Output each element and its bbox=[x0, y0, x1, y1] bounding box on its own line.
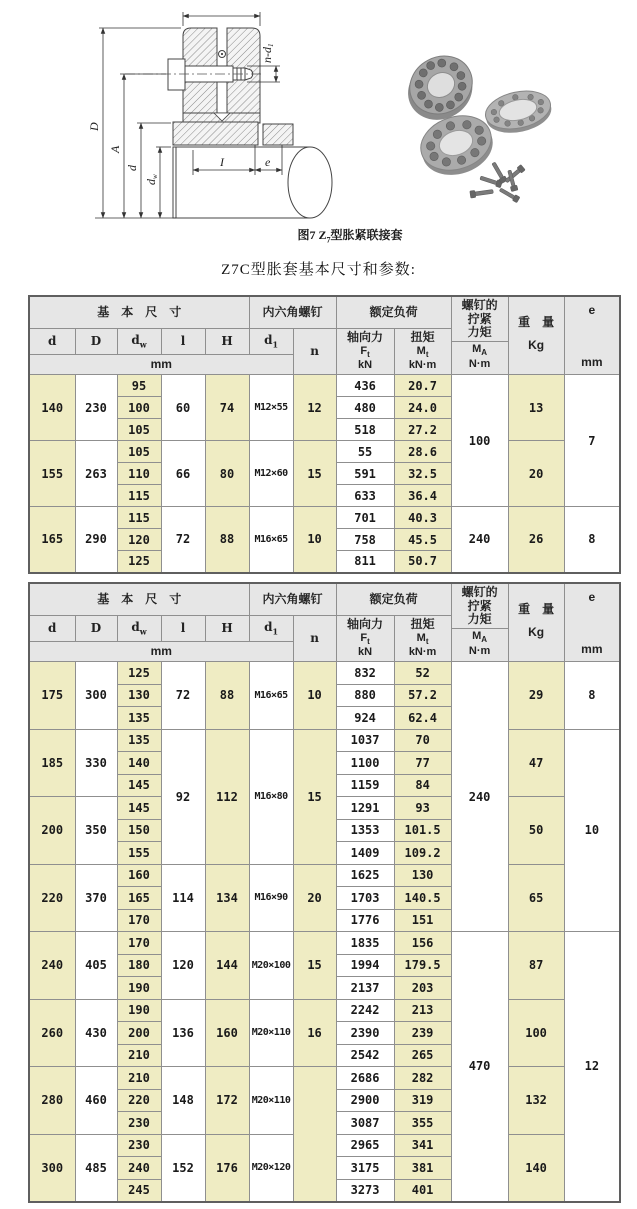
cell-D: 350 bbox=[75, 797, 117, 865]
cell-dw: 150 bbox=[117, 819, 161, 842]
cell-Mt: 140.5 bbox=[394, 887, 451, 910]
cell-Mt: 101.5 bbox=[394, 819, 451, 842]
cell-Ft: 880 bbox=[336, 684, 394, 707]
cell-Ft: 633 bbox=[336, 485, 394, 507]
cell-Mt: 401 bbox=[394, 1179, 451, 1202]
cell-d1: M20×120 bbox=[249, 1134, 293, 1202]
cell-dw: 95 bbox=[117, 375, 161, 397]
label-dw: dw bbox=[144, 174, 159, 185]
cell-dw: 155 bbox=[117, 842, 161, 865]
cell-dw: 240 bbox=[117, 1157, 161, 1180]
cell-l: 136 bbox=[161, 999, 205, 1067]
cell-Kg: 47 bbox=[508, 729, 564, 797]
cell-Kg: 132 bbox=[508, 1067, 564, 1135]
header-col-D: D bbox=[75, 615, 117, 642]
header-col-n: n bbox=[293, 328, 336, 375]
cell-dw: 115 bbox=[117, 507, 161, 529]
cell-l: 66 bbox=[161, 441, 205, 507]
header-weight: 重 量 Kg bbox=[508, 296, 564, 375]
cell-dw: 120 bbox=[117, 529, 161, 551]
cell-Ft: 1625 bbox=[336, 864, 394, 887]
header-torque: 扭矩 $M_t$ kN·m bbox=[394, 615, 451, 662]
cell-H: 144 bbox=[205, 932, 249, 1000]
cell-Mt: 40.3 bbox=[394, 507, 451, 529]
cell-D: 405 bbox=[75, 932, 117, 1000]
cell-n: 20 bbox=[293, 864, 336, 932]
cell-Ft: 3175 bbox=[336, 1157, 394, 1180]
cell-Mt: 84 bbox=[394, 774, 451, 797]
cell-l: 120 bbox=[161, 932, 205, 1000]
header-tightening-torque: 螺钉的 拧紧 力矩 $M_A$ N·m bbox=[451, 583, 508, 662]
cell-dw: 125 bbox=[117, 662, 161, 685]
cell-dw: 135 bbox=[117, 707, 161, 730]
locking-ring-right bbox=[482, 86, 555, 139]
cell-Ft: 811 bbox=[336, 551, 394, 573]
cell-dw: 165 bbox=[117, 887, 161, 910]
header-e: e mm bbox=[564, 296, 620, 375]
cell-d1: M20×100 bbox=[249, 932, 293, 1000]
cell-Mt: 109.2 bbox=[394, 842, 451, 865]
cell-Mt: 93 bbox=[394, 797, 451, 820]
cell-Mt: 203 bbox=[394, 977, 451, 1000]
cell-H: 172 bbox=[205, 1067, 249, 1135]
cell-Mt: 20.7 bbox=[394, 375, 451, 397]
cell-D: 430 bbox=[75, 999, 117, 1067]
label-I: I bbox=[220, 155, 224, 169]
cell-Ft: 832 bbox=[336, 662, 394, 685]
cell-Ft: 55 bbox=[336, 441, 394, 463]
table-row bbox=[29, 932, 620, 955]
cell-Ft: 480 bbox=[336, 397, 394, 419]
shaft bbox=[173, 147, 332, 218]
cell-d1: M16×80 bbox=[249, 729, 293, 864]
cell-Mt: 77 bbox=[394, 752, 451, 775]
cell-l: 148 bbox=[161, 1067, 205, 1135]
cell-Mt: 381 bbox=[394, 1157, 451, 1180]
cell-d1: M16×65 bbox=[249, 662, 293, 730]
cell-Mt: 319 bbox=[394, 1089, 451, 1112]
page-title: Z7C型胀套基本尺寸和参数: bbox=[221, 262, 416, 278]
cell-e: 10 bbox=[564, 729, 620, 932]
cell-l: 72 bbox=[161, 662, 205, 730]
cell-Ft: 1037 bbox=[336, 729, 394, 752]
cell-d: 175 bbox=[29, 662, 75, 730]
cell-Kg: 26 bbox=[508, 507, 564, 573]
table-row bbox=[29, 375, 620, 397]
header-col-n: n bbox=[293, 615, 336, 662]
cell-dw: 190 bbox=[117, 977, 161, 1000]
cell-Mt: 62.4 bbox=[394, 707, 451, 730]
header-col-D: D bbox=[75, 328, 117, 355]
cell-d: 185 bbox=[29, 729, 75, 797]
cell-Ft: 1353 bbox=[336, 819, 394, 842]
cell-Ft: 2542 bbox=[336, 1044, 394, 1067]
cell-Kg: 29 bbox=[508, 662, 564, 730]
cell-D: 370 bbox=[75, 864, 117, 932]
cell-Ft: 3273 bbox=[336, 1179, 394, 1202]
header-rated-load: 额定负荷 bbox=[336, 296, 451, 328]
cell-Kg: 13 bbox=[508, 375, 564, 441]
cell-Ft: 2686 bbox=[336, 1067, 394, 1090]
cell-d: 260 bbox=[29, 999, 75, 1067]
cell-Kg: 20 bbox=[508, 441, 564, 507]
cell-Mt: 28.6 bbox=[394, 441, 451, 463]
cell-Ft: 2137 bbox=[336, 977, 394, 1000]
cell-dw: 160 bbox=[117, 864, 161, 887]
table-row bbox=[29, 999, 620, 1022]
cell-d: 220 bbox=[29, 864, 75, 932]
cell-dw: 115 bbox=[117, 485, 161, 507]
cell-Ft: 2242 bbox=[336, 999, 394, 1022]
cell-Ft: 3087 bbox=[336, 1112, 394, 1135]
cell-Ft: 2965 bbox=[336, 1134, 394, 1157]
cell-n: 15 bbox=[293, 729, 336, 864]
cell-dw: 140 bbox=[117, 752, 161, 775]
cell-dw: 145 bbox=[117, 797, 161, 820]
label-d: d bbox=[125, 165, 139, 171]
header-axial-force: 轴向力 $F_t$ kN bbox=[336, 615, 394, 662]
cell-Ft: 1409 bbox=[336, 842, 394, 865]
cell-Mt: 179.5 bbox=[394, 954, 451, 977]
cell-dw: 190 bbox=[117, 999, 161, 1022]
header-e: e mm bbox=[564, 583, 620, 662]
header-basic-dims: 基 本 尺 寸 bbox=[29, 296, 249, 328]
cell-MA: 240 bbox=[451, 662, 508, 932]
cell-Mt: 50.7 bbox=[394, 551, 451, 573]
cell-e: 12 bbox=[564, 932, 620, 1202]
cell-n: 10 bbox=[293, 507, 336, 573]
cell-e: 7 bbox=[564, 375, 620, 507]
header-col-dw: $d_w$ bbox=[117, 328, 161, 355]
cell-Kg: 50 bbox=[508, 797, 564, 865]
cell-H: 74 bbox=[205, 375, 249, 441]
cell-l: 72 bbox=[161, 507, 205, 573]
cell-d: 165 bbox=[29, 507, 75, 573]
cell-Ft: 518 bbox=[336, 419, 394, 441]
header-col-l: l bbox=[161, 328, 205, 355]
cell-Mt: 355 bbox=[394, 1112, 451, 1135]
figure-caption: 图7 $Z_7$型胀紧联接套 bbox=[297, 228, 403, 245]
header-col-d: d bbox=[29, 615, 75, 642]
header-torque: 扭矩 $M_t$ kN·m bbox=[394, 328, 451, 375]
table-row bbox=[29, 729, 620, 752]
cell-d1: M12×55 bbox=[249, 375, 293, 441]
header-rated-load: 额定负荷 bbox=[336, 583, 451, 615]
cell-Mt: 32.5 bbox=[394, 463, 451, 485]
cell-D: 230 bbox=[75, 375, 117, 441]
cell-D: 330 bbox=[75, 729, 117, 797]
cell-dw: 125 bbox=[117, 551, 161, 573]
cell-Mt: 130 bbox=[394, 864, 451, 887]
sleeve-collar bbox=[173, 122, 293, 145]
cell-Mt: 213 bbox=[394, 999, 451, 1022]
cell-Ft: 1994 bbox=[336, 954, 394, 977]
cell-dw: 135 bbox=[117, 729, 161, 752]
cell-e: 8 bbox=[564, 507, 620, 573]
cell-dw: 105 bbox=[117, 441, 161, 463]
cell-Ft: 1703 bbox=[336, 887, 394, 910]
cell-Mt: 265 bbox=[394, 1044, 451, 1067]
cell-l: 60 bbox=[161, 375, 205, 441]
cell-Ft: 1776 bbox=[336, 909, 394, 932]
cell-dw: 230 bbox=[117, 1112, 161, 1135]
header-hex-screw: 内六角螺钉 bbox=[249, 583, 336, 615]
cell-D: 263 bbox=[75, 441, 117, 507]
cell-d: 200 bbox=[29, 797, 75, 865]
screws bbox=[470, 161, 525, 203]
cell-MA: 240 bbox=[451, 507, 508, 573]
table-row bbox=[29, 662, 620, 685]
cell-H: 80 bbox=[205, 441, 249, 507]
cell-l: 92 bbox=[161, 729, 205, 864]
table-row bbox=[29, 864, 620, 887]
cell-Mt: 27.2 bbox=[394, 419, 451, 441]
cell-d1: M12×60 bbox=[249, 441, 293, 507]
header-col-d1: $d_1$ bbox=[249, 615, 293, 642]
cell-l: 152 bbox=[161, 1134, 205, 1202]
cell-dw: 105 bbox=[117, 419, 161, 441]
header-tightening-torque: 螺钉的 拧紧 力矩 $M_A$ N·m bbox=[451, 296, 508, 375]
cell-D: 485 bbox=[75, 1134, 117, 1202]
cell-Mt: 239 bbox=[394, 1022, 451, 1045]
cell-Mt: 57.2 bbox=[394, 684, 451, 707]
cell-D: 300 bbox=[75, 662, 117, 730]
cell-l: 114 bbox=[161, 864, 205, 932]
cell-Kg: 87 bbox=[508, 932, 564, 1000]
cell-Ft: 1159 bbox=[336, 774, 394, 797]
header-col-H: H bbox=[205, 328, 249, 355]
label-A: A bbox=[108, 145, 122, 153]
cell-dw: 170 bbox=[117, 909, 161, 932]
header-col-dw: $d_w$ bbox=[117, 615, 161, 642]
cell-Ft: 1835 bbox=[336, 932, 394, 955]
cell-H: 88 bbox=[205, 507, 249, 573]
cell-H: 134 bbox=[205, 864, 249, 932]
cell-D: 290 bbox=[75, 507, 117, 573]
cell-n: 15 bbox=[293, 932, 336, 1000]
label-n-d1: n-d1 bbox=[260, 43, 275, 63]
cell-n: 16 bbox=[293, 999, 336, 1067]
cell-dw: 210 bbox=[117, 1044, 161, 1067]
cell-H: 160 bbox=[205, 999, 249, 1067]
cell-Mt: 70 bbox=[394, 729, 451, 752]
cell-Mt: 24.0 bbox=[394, 397, 451, 419]
cell-n: 10 bbox=[293, 662, 336, 730]
cell-H: 176 bbox=[205, 1134, 249, 1202]
label-D: D bbox=[87, 122, 101, 131]
cell-MA: 470 bbox=[451, 932, 508, 1202]
cell-dw: 100 bbox=[117, 397, 161, 419]
cell-dw: 170 bbox=[117, 932, 161, 955]
cell-Mt: 36.4 bbox=[394, 485, 451, 507]
table-row bbox=[29, 441, 620, 463]
header-axial-force: 轴向力 $F_t$ kN bbox=[336, 328, 394, 375]
dimension-diagram bbox=[30, 5, 345, 227]
cell-Ft: 701 bbox=[336, 507, 394, 529]
cell-dw: 180 bbox=[117, 954, 161, 977]
cell-Ft: 1291 bbox=[336, 797, 394, 820]
cell-dw: 130 bbox=[117, 684, 161, 707]
cell-dw: 145 bbox=[117, 774, 161, 797]
cell-H: 88 bbox=[205, 662, 249, 730]
cell-dw: 245 bbox=[117, 1179, 161, 1202]
header-col-d1: $d_1$ bbox=[249, 328, 293, 355]
cell-Ft: 758 bbox=[336, 529, 394, 551]
cell-MA: 100 bbox=[451, 375, 508, 507]
cell-d: 300 bbox=[29, 1134, 75, 1202]
cell-Kg: 140 bbox=[508, 1134, 564, 1202]
cell-H: 112 bbox=[205, 729, 249, 864]
cell-Mt: 282 bbox=[394, 1067, 451, 1090]
header-col-H: H bbox=[205, 615, 249, 642]
cell-Kg: 100 bbox=[508, 999, 564, 1067]
cell-d1: M16×65 bbox=[249, 507, 293, 573]
cell-dw: 230 bbox=[117, 1134, 161, 1157]
cell-n bbox=[293, 1067, 336, 1202]
cell-d: 155 bbox=[29, 441, 75, 507]
cell-dw: 210 bbox=[117, 1067, 161, 1090]
cell-d: 240 bbox=[29, 932, 75, 1000]
cell-Ft: 924 bbox=[336, 707, 394, 730]
cell-d1: M20×110 bbox=[249, 1067, 293, 1135]
cell-Mt: 341 bbox=[394, 1134, 451, 1157]
cell-dw: 220 bbox=[117, 1089, 161, 1112]
cell-d1: M20×110 bbox=[249, 999, 293, 1067]
cell-Ft: 1100 bbox=[336, 752, 394, 775]
cell-d1: M16×90 bbox=[249, 864, 293, 932]
table-row bbox=[29, 1067, 620, 1090]
label-e: e bbox=[265, 155, 271, 169]
cell-n: 12 bbox=[293, 375, 336, 441]
cell-Mt: 52 bbox=[394, 662, 451, 685]
cell-Ft: 436 bbox=[336, 375, 394, 397]
header-mm-unit: mm bbox=[29, 355, 293, 375]
cell-n: 15 bbox=[293, 441, 336, 507]
cell-e: 8 bbox=[564, 662, 620, 730]
product-photo bbox=[383, 30, 568, 220]
cell-Ft: 2390 bbox=[336, 1022, 394, 1045]
cell-Mt: 45.5 bbox=[394, 529, 451, 551]
spec-table-2 bbox=[28, 582, 621, 1203]
cell-d: 280 bbox=[29, 1067, 75, 1135]
spec-table-1 bbox=[28, 295, 621, 574]
cell-Kg: 65 bbox=[508, 864, 564, 932]
cell-Mt: 151 bbox=[394, 909, 451, 932]
cell-dw: 200 bbox=[117, 1022, 161, 1045]
cell-D: 460 bbox=[75, 1067, 117, 1135]
header-hex-screw: 内六角螺钉 bbox=[249, 296, 336, 328]
header-col-d: d bbox=[29, 328, 75, 355]
cell-Ft: 2900 bbox=[336, 1089, 394, 1112]
cell-Ft: 591 bbox=[336, 463, 394, 485]
header-basic-dims: 基 本 尺 寸 bbox=[29, 583, 249, 615]
cell-d: 140 bbox=[29, 375, 75, 441]
header-mm-unit: mm bbox=[29, 642, 293, 662]
header-weight: 重 量 Kg bbox=[508, 583, 564, 662]
cell-dw: 110 bbox=[117, 463, 161, 485]
header-col-l: l bbox=[161, 615, 205, 642]
table-row bbox=[29, 507, 620, 529]
cell-Mt: 156 bbox=[394, 932, 451, 955]
